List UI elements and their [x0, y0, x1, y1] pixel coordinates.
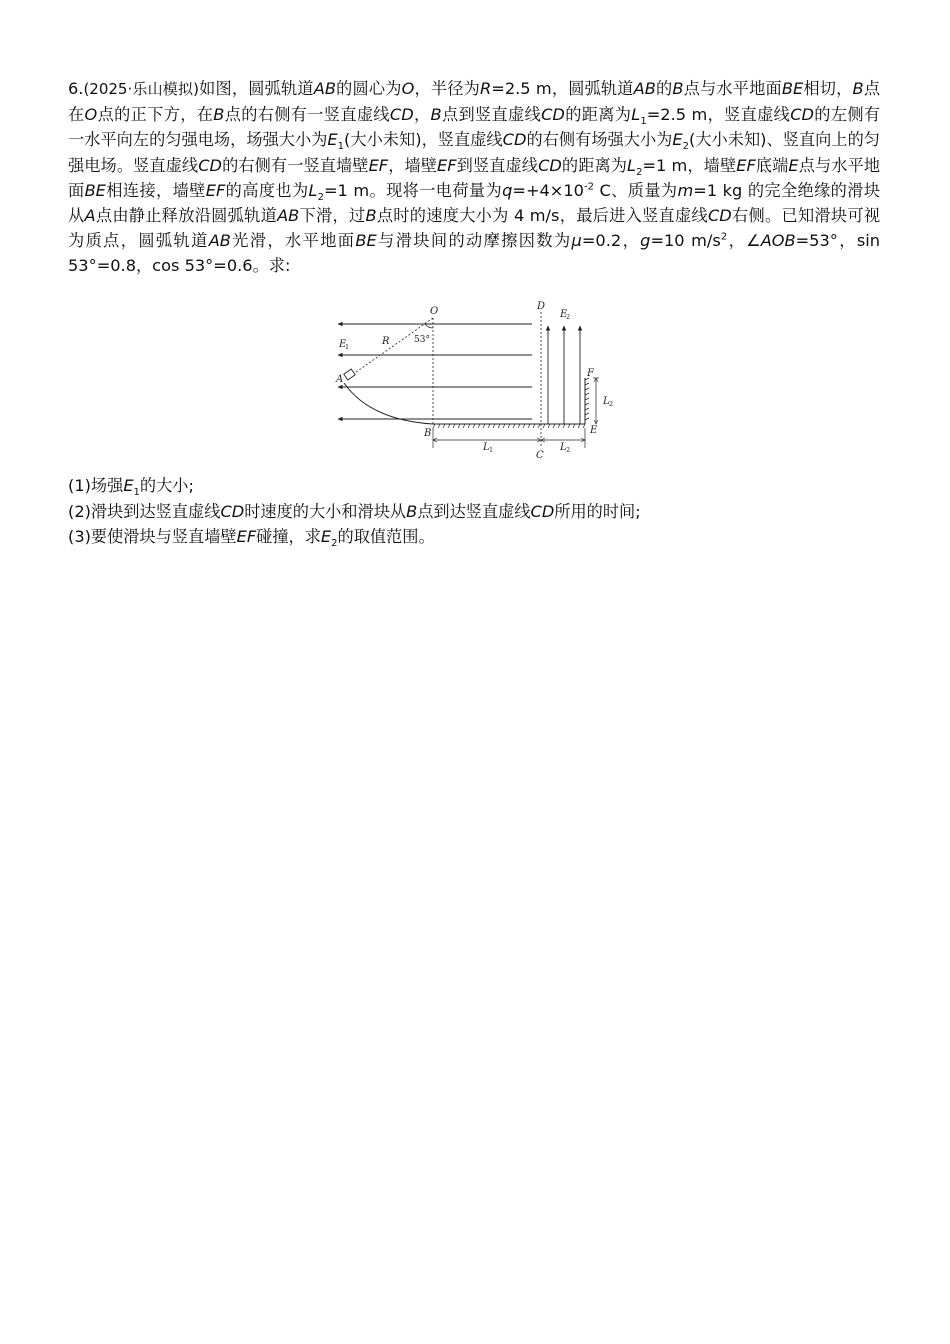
arc-track-ab	[344, 383, 433, 424]
angle-arc	[425, 324, 433, 328]
questions	[68, 473, 880, 550]
label-l2-bottom: L	[560, 442, 567, 453]
label-l2-right: L	[603, 396, 610, 407]
problem-source: (2025·乐山模拟)	[83, 80, 199, 98]
label-e1-sub: 1	[345, 343, 350, 351]
question-3: (3)要使滑块与竖直墙壁EF碰撞，求$E_2$的取值范围。	[68, 527, 435, 550]
slider-block	[344, 369, 355, 380]
problem-statement	[68, 76, 880, 279]
label-l2-bottom-sub: 2	[566, 446, 571, 454]
question-2: (2)滑块到达竖直虚线CD时速度的大小和滑块从B点到达竖直虚线CD所用的时间;	[68, 501, 641, 521]
label-angle: 53°	[414, 335, 430, 345]
label-e2: E	[560, 309, 568, 320]
label-o: O	[430, 306, 439, 317]
physics-diagram	[330, 298, 620, 463]
label-a: A	[336, 374, 344, 385]
label-d: D	[537, 301, 546, 312]
label-e-point: E	[590, 425, 598, 436]
label-b: B	[424, 428, 432, 439]
question-1: (1)场强$E_1$的大小;	[68, 476, 194, 499]
label-l2-right-sub: 2	[609, 400, 614, 408]
radius-oa-dashed	[352, 318, 433, 375]
ground-hatching	[433, 424, 585, 428]
e2-field-lines	[548, 326, 580, 424]
label-e1: E	[339, 339, 347, 350]
diagram-svg	[330, 298, 620, 463]
problem-text: 6.(2025·乐山模拟)如图，圆弧轨道AB的圆心为O，半径为R=2.5 m，圆弧轨道AB的B点与水平地面BE相切，B点在O点的正下方，在B点的右侧有一竖直虚线CD，B点到竖直虚线CD的距离为$L_1=2.5$ m，竖直虚线CD的左侧有一水平向左的匀强电场，场强大小为$E_1$(大小未知)，竖直虚线CD的右侧有场强大小为$E_2$(大小未知)、竖直向上的匀强电场。竖直虚线CD的右侧有一竖直墙壁EF，墙壁EF到竖直虚线CD的距离为$L_2=1$ m，墙壁EF底端E点与水平地面BE相连接，墙壁EF的高度也为$L_2=1$ m。现将一电荷量为$q=+4\times 10^{-2}$ C、质量为m=1 kg 的完全绝缘的滑块从A点由静止释放沿圆弧轨道AB下滑，过B点时的速度大小为 4 m/s，最后进入竖直虚线CD右侧。已知滑块可视为质点，圆弧轨道AB光滑，水平地面BE与滑块间的动摩擦因数为μ=0.2，g=10 $m/s^2$，∠AOB=53°，sin 53°=0.8，cos 53°=0.6。求:	[68, 79, 881, 276]
label-r: R	[382, 336, 390, 347]
label-c: C	[536, 450, 544, 461]
label-f: F	[587, 368, 594, 379]
label-e2-sub: 2	[566, 313, 571, 321]
label-l1: L	[483, 442, 490, 453]
label-l1-sub: 1	[489, 446, 494, 454]
wall-hatching	[585, 378, 589, 420]
